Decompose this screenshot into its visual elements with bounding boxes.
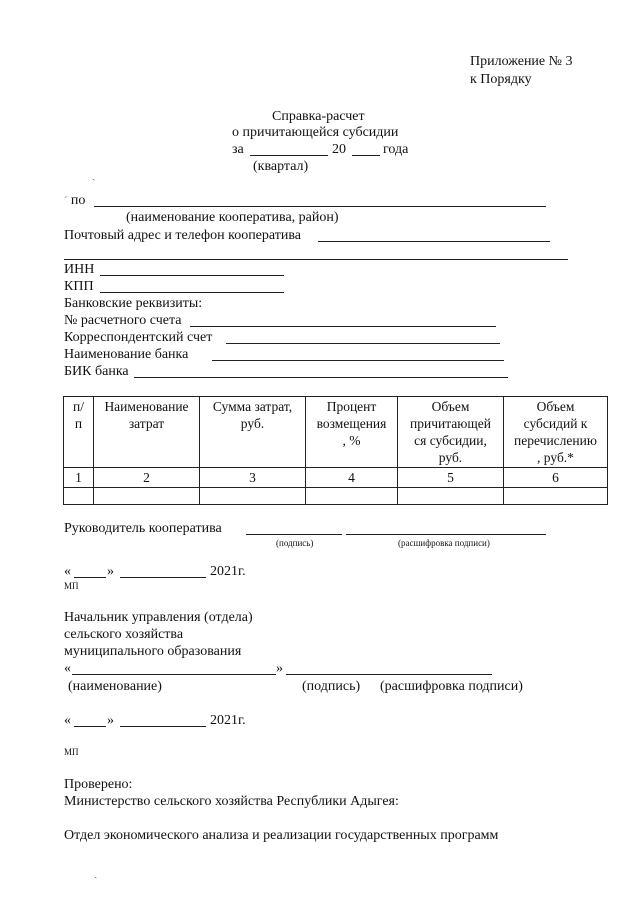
org-hint: (наименование кооператива, район) bbox=[126, 210, 339, 225]
inn-label: ИНН bbox=[64, 262, 95, 277]
table-cell[interactable] bbox=[200, 488, 306, 505]
date2-quote-open: « bbox=[64, 713, 71, 728]
number-cell: 6 bbox=[504, 468, 608, 488]
number-cell: 1 bbox=[64, 468, 94, 488]
date2-year: 2021г. bbox=[210, 713, 246, 728]
date-quote-open: « bbox=[64, 564, 71, 579]
number-cell: 4 bbox=[306, 468, 398, 488]
bik-label: БИК банка bbox=[64, 364, 129, 379]
kpp-line bbox=[100, 292, 284, 293]
scan-mark: ˏ bbox=[92, 170, 96, 181]
table-cell[interactable] bbox=[94, 488, 200, 505]
date2-month-line bbox=[120, 726, 206, 727]
department-hint-name: (наименование) bbox=[68, 679, 162, 694]
department-line-2: сельского хозяйства bbox=[64, 627, 184, 642]
table-number-row bbox=[64, 468, 608, 488]
department-quote-open: « bbox=[64, 661, 71, 676]
appendix-line-1: Приложение № 3 bbox=[470, 54, 573, 69]
header-cell-number: п/ п bbox=[64, 397, 94, 468]
department-sign-line bbox=[286, 674, 492, 675]
date-month-line bbox=[120, 577, 206, 578]
table-header-row bbox=[64, 397, 608, 468]
bik-line bbox=[134, 377, 508, 378]
period-suffix: года bbox=[383, 142, 409, 157]
department-hint-decode: (расшифровка подписи) bbox=[380, 679, 523, 694]
stamp-label-2: МП bbox=[64, 747, 79, 757]
period-hint: (квартал) bbox=[253, 159, 309, 174]
stamp-label: МП bbox=[64, 581, 79, 591]
date-day-line bbox=[74, 577, 106, 578]
kpp-label: КПП bbox=[64, 279, 94, 294]
table-cell[interactable] bbox=[306, 488, 398, 505]
verification-label: Проверено: bbox=[64, 777, 133, 792]
document-title: Справка-расчет bbox=[272, 109, 365, 124]
header-cell-cost-name: Наименование затрат bbox=[94, 397, 200, 468]
org-name-line bbox=[94, 206, 546, 207]
department-quote-close: » bbox=[276, 661, 283, 676]
date-quote-close: » bbox=[107, 564, 114, 579]
address-label: Почтовый адрес и телефон кооператива bbox=[64, 228, 302, 243]
department-line-1: Начальник управления (отдела) bbox=[64, 610, 253, 625]
subsidy-table bbox=[63, 396, 608, 505]
address-line-2 bbox=[64, 259, 568, 260]
head-label: Руководитель кооператива bbox=[64, 521, 222, 536]
table-row bbox=[64, 488, 608, 505]
department-line-3: муниципального образования bbox=[64, 644, 242, 659]
account-label: № расчетного счета bbox=[64, 313, 182, 328]
header-cell-subsidy-transfer: Объем субсидий к перечислению , руб.* bbox=[504, 397, 608, 468]
head-decode-hint: (расшифровка подписи) bbox=[398, 538, 490, 548]
bank-details-label: Банковские реквизиты: bbox=[64, 296, 203, 311]
head-decode-line bbox=[346, 534, 546, 535]
date2-day-line bbox=[74, 726, 106, 727]
department-name-line bbox=[72, 674, 276, 675]
quarter-blank-line bbox=[250, 155, 328, 156]
header-cell-subsidy-due: Объем причитающей ся субсидии, руб. bbox=[398, 397, 504, 468]
inn-line bbox=[100, 275, 284, 276]
address-line bbox=[318, 241, 550, 242]
org-prefix: ˊ по bbox=[64, 193, 86, 208]
table-cell[interactable] bbox=[64, 488, 94, 505]
header-cell-cost-sum: Сумма затрат, руб. bbox=[200, 397, 306, 468]
corr-account-line bbox=[226, 343, 500, 344]
appendix-line-2: к Порядку bbox=[470, 72, 532, 87]
verification-department: Отдел экономического анализа и реализации государственных программ bbox=[64, 828, 499, 843]
bank-name-label: Наименование банка bbox=[64, 347, 189, 362]
corr-account-label: Корреспондентский счет bbox=[64, 330, 213, 345]
head-sign-hint: (подпись) bbox=[276, 538, 314, 548]
number-cell: 5 bbox=[398, 468, 504, 488]
table-cell[interactable] bbox=[504, 488, 608, 505]
header-cell-percent: Процент возмещения , % bbox=[306, 397, 398, 468]
date2-quote-close: » bbox=[107, 713, 114, 728]
account-line bbox=[190, 326, 496, 327]
department-hint-sign: (подпись) bbox=[302, 679, 361, 694]
year-blank-line bbox=[352, 155, 380, 156]
verification-ministry: Министерство сельского хозяйства Республики Адыгея: bbox=[64, 794, 399, 809]
bank-name-line bbox=[212, 360, 504, 361]
period-year: 20 bbox=[332, 142, 346, 157]
scan-mark-bottom: ˏ bbox=[94, 868, 98, 879]
date-year: 2021г. bbox=[210, 564, 246, 579]
head-sign-line bbox=[246, 534, 342, 535]
number-cell: 2 bbox=[94, 468, 200, 488]
number-cell: 3 bbox=[200, 468, 306, 488]
table-cell[interactable] bbox=[398, 488, 504, 505]
document-subtitle: о причитающейся субсидии bbox=[232, 125, 399, 140]
period-prefix: за bbox=[232, 142, 244, 157]
